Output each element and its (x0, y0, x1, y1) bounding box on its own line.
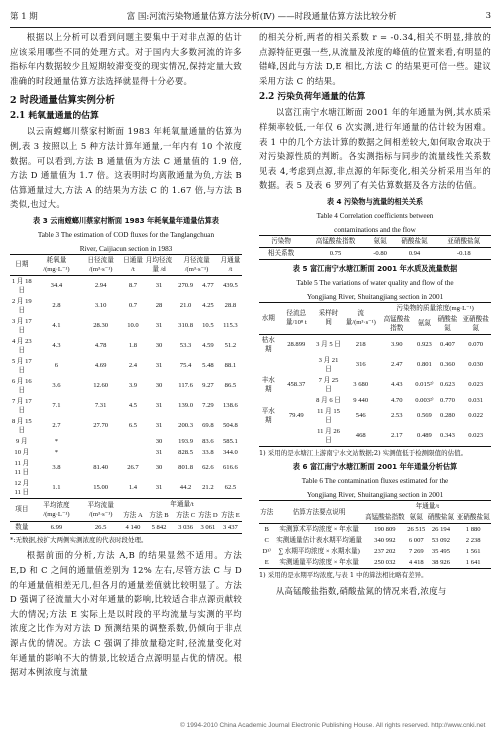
table-cell: 4.3 (52, 342, 61, 350)
table-cell: 4.78 (94, 342, 107, 350)
paragraph: 以云南螳螂川蔡家村断面 1983 年耗氧量通量的估算为例,表 3 按照以上 5 种方法计算年通量,一年内有 10 个浓度数据。可以看到,方法 B 通量值为方法 C 通量值的 1.9 倍,方法 D 通量值为 1.7 倍。这表明时均离散通量为负,方法 B 估算通量过大,方法 A 的结果为方法 C 的 1.67 倍,与方法 B 类似,也过大。 (10, 126, 242, 210)
table6-caption-zh: 表 6 富江南宁水塘江断面 2001 年年通量分析估算 (292, 462, 458, 472)
table-cell: 0.360 (440, 361, 455, 369)
table-cell: 26 515 (407, 526, 426, 534)
table-cell: 4 月 23 日 (11, 337, 32, 354)
table-cell: 344.0 (222, 448, 238, 456)
table-cell (278, 355, 315, 375)
page-number: 3 (485, 11, 491, 21)
table-cell: 0.343 (435, 426, 461, 447)
table-header: 估算方法要点说明 (274, 501, 363, 524)
table-cell: 0.770 (440, 396, 455, 404)
table-row (259, 546, 491, 557)
paragraph: 从高锰酸盐指数,硝酸盐氮的情况来看,浓度与 (275, 585, 447, 596)
table-cell: 1 561 (465, 548, 481, 556)
table-cell (278, 395, 315, 406)
table-cell: 10.0 (127, 322, 139, 330)
table-header: 方法 B (149, 511, 169, 519)
table-cell: 0.7 (128, 302, 138, 310)
table-cell: 0.023 (460, 426, 491, 447)
table-cell: 0.023 (468, 381, 484, 389)
table-row (10, 356, 242, 376)
table-cell: 0.75 (303, 247, 368, 259)
table3-caption-en: Table 3 The estimation of COD fluxes for the Tanglangchuan (37, 230, 215, 239)
table-header: 平均流量 /(m³·s⁻¹) (79, 498, 122, 521)
table-header: 日径流量 /(m³·s⁻¹) (79, 254, 122, 275)
table-cell: 4.69 (94, 362, 107, 370)
table-cell: 3.10 (94, 302, 107, 310)
table-cell: 5 842 (144, 521, 174, 533)
table-cell (259, 395, 278, 406)
table-cell: 2 238 (465, 537, 481, 545)
table5-caption-zh: 表 5 富江南宁水塘江断面 2001 年水质及流量数据 (292, 263, 458, 273)
table-cell: 相关系数 (259, 247, 303, 259)
table-cell: 平水期 (261, 407, 275, 424)
table-cell: 237 202 (374, 548, 396, 556)
table-cell: 31 (155, 422, 163, 430)
table-row (10, 316, 242, 336)
table-cell: 3 437 (219, 521, 242, 533)
table-header: 硝酸盐氮 (427, 512, 456, 524)
table-header: 硝酸盐氮 (392, 235, 436, 247)
table-cell (259, 355, 278, 375)
table-cell: * (54, 437, 59, 445)
table-cell: 11 月 15 日 (317, 407, 340, 424)
table-cell: 585.1 (222, 437, 238, 445)
table-cell: 31 (155, 362, 163, 370)
table-row (259, 334, 491, 355)
table-cell: 5.48 (202, 362, 214, 370)
table-cell: C (264, 537, 269, 545)
table-cell: 1.1 (52, 484, 61, 492)
table-header: 亚硝酸盐氮 (455, 512, 491, 524)
table-cell: 0.070 (468, 341, 484, 349)
table-note: 1) 采用的是水塘江上游南宁水文站数据;2) 实测值低于检测限值的估值。 (259, 448, 468, 457)
subsection-heading: 2.1 耗氧量通量的估算 (10, 111, 99, 122)
table-header: 月通量 /t (219, 254, 242, 275)
table-row (10, 447, 242, 458)
table-cell: 1 月 18 日 (11, 277, 32, 294)
table-cell: 4.25 (202, 302, 214, 310)
table-cell: 丰水期 (261, 376, 275, 393)
table-cell: 4.77 (202, 282, 214, 290)
table-cell: 88.1 (224, 362, 237, 370)
table-cell: 7.31 (94, 402, 107, 410)
table-cell: 0.94 (392, 247, 436, 259)
table-cell: 4 140 (122, 521, 144, 533)
table-cell: 546 (355, 412, 366, 420)
table-cell: 4 418 (406, 557, 426, 569)
table-cell: 11 月 26 日 (315, 426, 342, 447)
table-header: 硝酸盐氮 (435, 314, 461, 335)
table-header: 方法 A (123, 511, 143, 519)
table-row (259, 395, 491, 406)
table-cell: 3.9 (128, 382, 138, 390)
table-cell: 5 月 17 日 (11, 357, 32, 374)
table-header: 日期 (10, 254, 34, 275)
table-cell: 1 641 (455, 557, 491, 569)
table-cell: ∑ 水期平均浓度 × 水期水量) (278, 548, 360, 556)
table-header: 氨氮 (368, 235, 393, 247)
table-header: 方法 E (220, 511, 240, 519)
table-header: 耗氧量 /(mg·L⁻¹) (34, 254, 80, 275)
table-cell: 3 036 (174, 521, 197, 533)
table-cell: 21.2 (202, 484, 214, 492)
table-cell: 2.53 (390, 412, 403, 420)
table-cell: 468 (342, 426, 379, 447)
table-row (259, 406, 491, 426)
table-cell: 0.489 (414, 426, 434, 447)
table-cell: 28.899 (287, 341, 306, 349)
table-cell: 53 092 (431, 537, 450, 545)
table-row (10, 458, 242, 478)
table-cell: 0.031 (468, 396, 484, 404)
table-cell: 117.6 (178, 382, 193, 390)
table-cell: 3.8 (52, 464, 61, 472)
table-cell: 27.70 (93, 422, 109, 430)
table-cell: 0.003²⁾ (415, 396, 434, 404)
table-cell: 9 月 (16, 437, 28, 445)
table-note: 1) 采用的是水期平均浓度,与表 1 中的算法相比略有差异。 (259, 571, 428, 580)
table-cell: 4.59 (202, 342, 214, 350)
table-header: 水期 (259, 302, 278, 334)
table-cell: D¹⁾ (262, 548, 271, 556)
table-header: 高锰酸盐指数 (364, 512, 406, 524)
running-title: 富 国:河流污染物通量估算方法分析(Ⅳ) ——时段通量估算方法比较分析 (126, 12, 397, 22)
table-cell: 33.8 (202, 448, 214, 456)
table-row (10, 336, 242, 356)
table-cell: 1.8 (128, 342, 138, 350)
table-cell: 28.30 (93, 322, 109, 330)
table6-caption-en: Yongjiang River, Shuitangjiang section in 2001 (306, 491, 444, 500)
table-cell (278, 426, 315, 447)
table-header: 平均浓度 /(mg·L⁻¹) (34, 498, 80, 521)
table-row (10, 416, 242, 436)
table6 (259, 500, 491, 569)
table-cell: 实测算术平均浓度 × 年水量 (279, 526, 359, 534)
table4-caption-zh: 表 4 污染物与流量的相关关系 (326, 196, 424, 206)
table-row (259, 426, 491, 447)
table-cell: 2.17 (379, 426, 414, 447)
table-cell: 6.5 (128, 422, 138, 430)
table-cell: 26.5 (79, 521, 122, 533)
table-cell: 3 月 21 日 (318, 356, 339, 373)
table-row (10, 275, 242, 296)
table-cell: 218 (355, 341, 366, 349)
table-row (259, 557, 491, 569)
table-cell: 190 809 (374, 526, 396, 534)
table-row (10, 478, 242, 499)
paragraph: 根据以上分析可以看到问题主要集中于对非点源的估计应该采用哪些不同的处理方式。对于国内大多数河流的许多指标年内数据较少且短期较滞变变的现实情况,保持定量大致准确的时段通量估算方法选择就显得十分必要。 (10, 32, 242, 86)
table-cell: 115.3 (223, 322, 238, 330)
table-cell: 4.70 (390, 396, 403, 404)
table-row (259, 375, 491, 395)
table-cell: 4.5 (128, 402, 138, 410)
table-cell: 439.5 (222, 282, 238, 290)
table-header: 亚硝酸盐氮 (437, 235, 491, 247)
table-cell: 实测通量平均浓度 × 年水量 (274, 557, 363, 569)
table5 (259, 302, 491, 447)
table-cell: -0.80 (368, 247, 393, 259)
table-cell: 0.623 (440, 381, 455, 389)
table-cell: 1 880 (465, 526, 481, 534)
table-cell: 31 (155, 484, 163, 492)
table-cell: 30 (155, 382, 163, 390)
table-cell: 1.4 (128, 484, 138, 492)
table-header: 高锰酸盐指数 (379, 314, 414, 335)
table-cell: 828.5 (178, 448, 193, 456)
table-cell: 81.40 (93, 464, 109, 472)
paragraph: 以富江南宁水塘江断面 2001 年的年通量为例,其水质采样频率较低,一年仅 6 次实测,进行年通量的估计较为困难。表 1 中的几个方法计算的数据之间相差较大,如何取舍取决于对污染源性质的判断。各实测指标与同步的流量线性关系数见表 4,考虑到点源,非点源的年际变化,相关分析采用当年的数据。表 5 及表 6 罗列了有关估算数据及各方法的估值。 (259, 107, 491, 191)
table-cell: 0.569 (417, 412, 432, 420)
table-cell: 26 194 (431, 526, 450, 534)
table-cell: 12.60 (93, 382, 109, 390)
table-cell (122, 447, 144, 458)
table-cell: 53.3 (179, 342, 192, 350)
table-cell: 实测通量估计表水期平均通量 (276, 537, 362, 545)
table-cell: 138.6 (222, 402, 238, 410)
table-cell: 15.00 (93, 484, 109, 492)
table-cell: 3 月 17 日 (11, 317, 32, 334)
table-cell: 35 495 (431, 548, 450, 556)
table-cell: -0.18 (437, 247, 491, 259)
table-header: 方法 D (198, 511, 218, 519)
table-cell: 6 月 16 日 (11, 377, 32, 394)
table-header: 流量/(m³·s⁻¹) (342, 302, 379, 334)
table-cell: 10 月 (14, 448, 30, 456)
table-header: 污染物 (259, 235, 303, 247)
table-cell: 200.3 (178, 422, 193, 430)
table-header: 污染物的质量浓度(mg·L⁻¹) (379, 302, 491, 314)
table-cell: 9.27 (202, 382, 214, 390)
table-cell: 6 (54, 362, 59, 370)
table-cell: 3 680 (353, 381, 369, 389)
table-cell: 139.0 (178, 402, 193, 410)
table-header: 径流总量/10⁸ t (278, 302, 315, 334)
table-cell: 9 440 (353, 396, 369, 404)
table-cell: 28 (155, 302, 163, 310)
table-header: 项目 (10, 498, 34, 521)
table3-caption-en: River, Caijiacun section in 1983 (79, 244, 173, 253)
table-cell: 30 (155, 437, 163, 445)
table6-caption-en: Table 6 The contamination fluxes estimated for the (301, 477, 449, 486)
table5-caption-en: Yongjiang River, Shuitangjiang section in 2001 (306, 292, 444, 301)
table-cell: 7.1 (52, 402, 61, 410)
table-cell: 316 (355, 361, 366, 369)
table5-caption-en: Table 5 The variations of water quality and flow of the (296, 278, 454, 287)
table-cell: 6.99 (34, 521, 80, 533)
table-cell: 83.6 (202, 437, 214, 445)
table-cell: 30 (155, 342, 163, 350)
table-cell: 44.2 (179, 484, 192, 492)
table-cell (259, 426, 278, 447)
table-header: 年通量/t (364, 501, 491, 513)
table-cell: 31 (155, 402, 163, 410)
table4-caption-en: contaminations and the flow (334, 225, 416, 234)
table-cell: 310.8 (178, 322, 193, 330)
table-cell: 0.801 (417, 361, 432, 369)
table-cell: 250 032 (364, 557, 406, 569)
table-cell: 0.015²⁾ (415, 381, 434, 389)
table-cell (122, 436, 144, 447)
table-cell: 69.8 (202, 422, 214, 430)
table4-caption-en: Table 4 Correlation coefficients between (316, 211, 434, 220)
table-cell: 4.43 (390, 381, 403, 389)
table-cell: 34.4 (50, 282, 63, 290)
table-cell: 3.6 (52, 382, 61, 390)
table-cell: 7 月 25 日 (318, 376, 339, 393)
table4 (259, 235, 491, 260)
table-cell: 2 月 19 日 (11, 297, 32, 314)
table-header: 日通量 /t (122, 254, 144, 275)
table-cell: 8 月 15 日 (11, 417, 32, 434)
table-cell: 31 (155, 448, 163, 456)
table-cell: B (264, 526, 269, 534)
table-cell: 62.5 (224, 484, 237, 492)
table-cell (79, 447, 122, 458)
table-header: 氨氮 (406, 512, 426, 524)
table-cell: 193.9 (178, 437, 193, 445)
table-header: 年通量/t (122, 498, 242, 510)
table-cell: 62.6 (202, 464, 214, 472)
table-cell: 10.5 (202, 322, 214, 330)
table-cell: 75.4 (179, 362, 192, 370)
table-cell: 7.29 (202, 402, 214, 410)
table-cell: 8 月 6 日 (316, 396, 341, 404)
table-row (259, 524, 491, 536)
table-cell: 0.407 (440, 341, 455, 349)
table3 (10, 254, 242, 534)
table-row (10, 396, 242, 416)
table-cell: 12 月 11 日 (14, 479, 30, 496)
running-header (10, 8, 491, 28)
table-cell: 21.0 (179, 302, 192, 310)
table-row (259, 355, 491, 375)
right-column (259, 30, 491, 599)
table-header: 月径流量 /(m³·s⁻¹) (174, 254, 219, 275)
table-cell: 270.9 (178, 282, 193, 290)
table-cell: 28.8 (224, 302, 237, 310)
table-cell: 4.1 (52, 322, 61, 330)
table-cell: 6 007 (408, 537, 424, 545)
table-header: 采样时间 (315, 302, 342, 334)
table-header: 高锰酸盐指数 (303, 235, 368, 247)
table-cell (79, 436, 122, 447)
issue-label: 第 1 期 (10, 12, 38, 22)
table-cell: 801.8 (178, 464, 193, 472)
table-cell: 26.7 (127, 464, 139, 472)
table-cell: 7 月 17 日 (11, 397, 32, 414)
paragraph: 的相关分析,两者的相关系数 r = -0.34,相关不明显,排放的点源特征更强一些,从流量及浓度的峰值的位置来看,有明显的错峰,因此与方法 D,E 相比,方法 C 的结果更可信一些。建议采用方法 C 的结果。 (259, 32, 491, 86)
table-cell: 枯水期 (261, 336, 275, 353)
table-cell: 616.6 (222, 464, 238, 472)
table-row (10, 436, 242, 447)
table-cell: 0.030 (468, 361, 484, 369)
table-cell: 3.90 (390, 341, 403, 349)
table-header: 月均径流量 /d (144, 254, 174, 275)
table-cell: 2.8 (52, 302, 61, 310)
table-cell: 30 (155, 464, 163, 472)
table-cell: 0.022 (468, 412, 484, 420)
table-cell: 31 (155, 322, 163, 330)
table-cell: 11 月 11 日 (14, 459, 30, 476)
table-cell: 458.37 (287, 381, 306, 389)
table-row (10, 296, 242, 316)
table-cell: 0.280 (440, 412, 455, 420)
paragraph: 根据前面的分析,方法 A,B 的结果显然不适用。方法 E,D 和 C 之间的通量值差别为 12% 左右,尽管方法 C 与 D 的年通量值相差无几,但各月的通量差值就比较明显了。方法 D 强调了径流量大小对年通量的影响,比较适合非点源贡献较大的情况;方法 E 实际上是以时段的平均流量与实测的平均浓度之比作为对方法 D 预测结果的调整系数,仍倾向于非点源占优的情况。方法 C 强调了排放量稳定时,径流量变化对年通量的影响不大的情景,比较适合点源明显占优的情况。根据对本例浓度与流量 (10, 550, 242, 678)
table3-caption-zh: 表 3 云南螳螂川蔡家村断面 1983 年耗氧量年通量估算表 (33, 215, 219, 225)
table-note: *:无数据,按扩大两侧实测浓度的代表时段处理。 (10, 535, 148, 544)
table-row (259, 535, 491, 546)
table-cell: 504.8 (222, 422, 238, 430)
table-row (10, 376, 242, 396)
table-cell: * (54, 448, 59, 456)
table-cell: 2.47 (390, 361, 403, 369)
table-cell: 340 992 (374, 537, 396, 545)
table-cell: E (259, 557, 274, 569)
table-cell: 7 269 (408, 548, 424, 556)
left-column (10, 30, 242, 680)
table-cell: 38 926 (427, 557, 456, 569)
table-cell: 51.2 (224, 342, 237, 350)
table-cell: 0.923 (417, 341, 432, 349)
table-cell: 3 061 (197, 521, 219, 533)
table-cell: 2.7 (52, 422, 61, 430)
table-header: 亚硝酸盐氮 (460, 314, 491, 335)
copyright-footer: © 1994-2010 China Academic Journal Electronic Publishing House. All rights reserved. http://www.cnki.net (180, 722, 486, 729)
table-cell: 2.4 (128, 362, 138, 370)
table-cell: 8.7 (128, 282, 138, 290)
section-heading: 2 时段通量估算实例分析 (10, 95, 115, 107)
table-header: 氨氮 (414, 314, 434, 335)
table-cell: 31 (155, 282, 163, 290)
table-cell: 2.94 (94, 282, 107, 290)
subsection-heading: 2.2 污染负荷年通量的估算 (259, 92, 366, 103)
table-cell: 79.49 (288, 412, 304, 420)
table-cell: 86.5 (224, 382, 237, 390)
table-cell: 数量 (10, 521, 34, 533)
table-header: 方法 C (175, 511, 196, 519)
table-header: 方法 (259, 501, 274, 524)
table-cell: 3 月 5 日 (316, 341, 341, 349)
